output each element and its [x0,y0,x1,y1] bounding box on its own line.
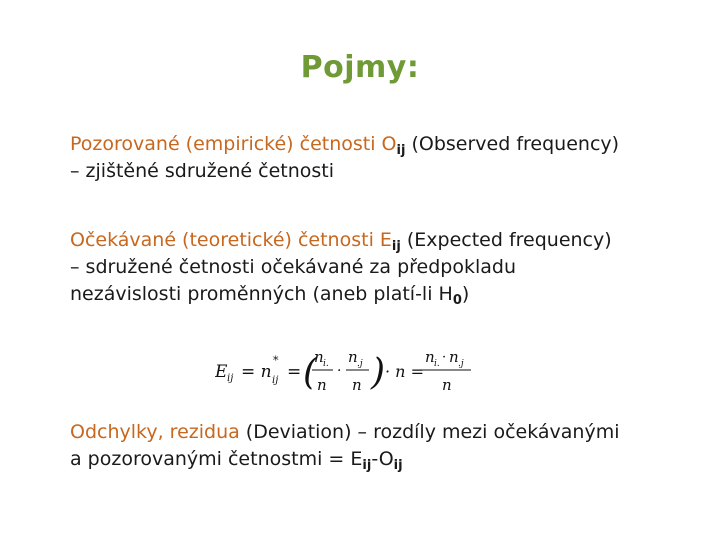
formula-num-c-dot: · [442,350,447,365]
formula-n-sub: ij [272,375,279,386]
observed-term: Pozorované (empirické) četnosti O [70,133,397,155]
expected-frequency-paragraph [70,227,690,308]
formula-num-c-sub1: i. [434,359,440,369]
formula-dot: · [337,363,342,379]
formula-times-n: · n = [385,362,424,381]
observed-term-subscript: ij [396,143,406,158]
formula-den-a: n [317,376,327,394]
formula-num-b-sub: .j [357,359,363,369]
observed-description: – zjištěné sdružené četnosti [70,160,335,182]
formula-den-c: n [442,376,452,394]
formula-num-a: n [314,348,324,366]
formula-star: * [273,354,279,367]
formula-eq2: = [287,362,302,382]
formula-num-c: n [425,348,435,366]
deviation-paragraph [70,419,690,473]
observed-term-tail: (Observed frequency) [405,133,620,155]
formula-den-b: n [352,376,362,394]
expected-description-line3: nezávislosti proměnných (aneb platí-li H [70,283,453,305]
formula-lhs: E [215,362,228,382]
expected-term-tail: (Expected frequency) [400,229,612,251]
observed-frequency-paragraph [70,131,690,185]
expected-term: Očekávané (teoretické) četnosti E [70,229,392,251]
formula-rparen: ) [371,352,386,393]
expected-term-subscript: ij [391,239,401,254]
formula-lparen: ( [303,352,318,393]
formula-num-a-sub: i. [323,359,329,369]
formula-lhs-sub: ij [227,373,234,384]
formula-num-c-sub2: .j [458,359,464,369]
h0-subscript: 0 [452,293,462,308]
deviation-description: a pozorovanými četnostmi = E [70,448,363,470]
expected-frequency-formula [215,340,485,400]
deviation-sub2: ij [393,458,403,473]
deviation-mid: -O [371,448,394,470]
deviation-term: Odchylky, rezidua [70,421,240,443]
expected-description-close: ) [461,283,470,305]
formula-eq1: = n [241,362,272,382]
deviation-sub1: ij [362,458,372,473]
formula-num-c2: n [449,348,459,366]
deviation-term-tail: (Deviation) – rozdíly mezi očekávanými [239,421,620,443]
formula-num-b: n [348,348,358,366]
slide-title: Pojmy: [300,50,420,85]
expected-description-line2: – sdružené četnosti očekávané za předpokladu [70,256,517,278]
